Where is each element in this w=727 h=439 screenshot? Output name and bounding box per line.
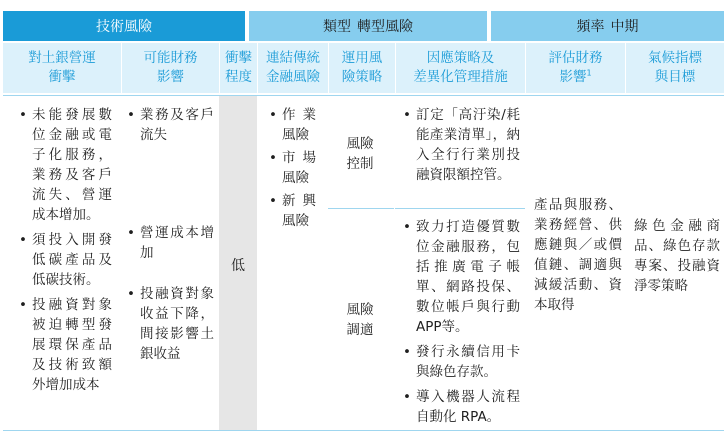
financial-impact-list [126,105,214,369]
risk-frequency-label: 頻率 [576,19,605,35]
header-risk-strategy [328,43,395,93]
header-line: 影響 [559,69,587,85]
risk-type-band [249,11,487,41]
header-impact-level [219,43,257,93]
header-line: 連結傳統 [266,50,320,66]
impact-level-value: 低 [231,258,245,274]
header-line: 衝擊 [225,50,252,66]
risk-category-label: 技術風險 [96,19,152,35]
climate-targets-text: 綠色金融商品、綠色存款專案、投融資淨零策略 [634,218,720,294]
list-item: • 訂定「高汙染/耗能產業清單」，納入全行行業別投融資限額控管。 [402,105,520,185]
list-item: • 導入機器人流程自動化 RPA。 [402,387,520,427]
risk-type-value: 轉型風險 [357,19,413,35]
header-assessed-impact [525,43,625,93]
list-item: • 作業風險 [268,105,316,145]
operational-impact-list [18,105,112,400]
header-line: 衝擊 [48,69,76,85]
list-item: • 投融資對象收益下降，間接影響土銀收益 [126,284,214,364]
risk-category-band [3,11,245,41]
strategy-line: 調適 [346,322,374,338]
header-line: 評估財務 [548,50,603,66]
header-line: 金融風險 [266,69,320,85]
table-top-rule [3,95,724,96]
header-line: 差異化管理措施 [413,69,508,85]
measures-adapt-list [402,217,520,432]
list-item: • 致力打造優質數位金融服務，包括推廣電子帳單、網路投保、數位帳戶與行動APP等。 [402,217,520,337]
footnote-marker: 1 [586,68,592,78]
measures-control-list [402,105,520,190]
header-line: 與目標 [654,69,696,85]
traditional-risk-list [268,105,316,236]
assessed-impact-text: 產品與服務、業務經營、供應鏈與／或價值鏈、調適與減緩活動、資本取得 [534,197,622,313]
header-line: 因應策略及 [426,50,495,66]
risk-type-label: 類型 [323,19,351,35]
strategy-divider [328,208,394,209]
strategy-line: 控制 [346,156,374,172]
header-line: 可能財務 [143,50,198,66]
strategy-adapt [335,300,385,340]
header-traditional-risk [257,43,328,93]
list-item: • 須投入開發低碳產品及低碳技術。 [18,230,112,290]
list-item: • 新興風險 [268,191,316,231]
header-line: 影響 [157,69,184,85]
header-line: 對土銀營運 [28,50,96,66]
header-climate-targets [625,43,724,93]
header-line: 程度 [225,69,252,85]
list-item: • 業務及客戶流失 [126,105,214,145]
measures-divider [395,208,525,209]
table-bottom-rule [3,430,724,431]
header-operational-impact [3,43,121,93]
list-item: • 營運成本增加 [126,223,214,263]
risk-frequency-value: 中期 [610,19,639,35]
list-item: • 未能發展數位金融或電子化服務，業務及客戶流失、營運成本增加。 [18,105,112,225]
header-line: 氣候指標 [648,50,702,66]
strategy-line: 風險 [346,302,374,318]
list-item: • 發行永續信用卡與綠色存款。 [402,342,520,382]
strategy-control [335,134,385,174]
header-response-measures [395,43,525,93]
header-line: 運用風 [341,50,383,66]
list-item: • 投融資對象被迫轉型發展環保產品及技術致額外增加成本 [18,295,112,395]
strategy-line: 風險 [346,136,374,152]
header-financial-impact [121,43,219,93]
header-line: 險策略 [341,69,383,85]
list-item: • 市場風險 [268,148,316,188]
risk-frequency-band [491,11,724,41]
